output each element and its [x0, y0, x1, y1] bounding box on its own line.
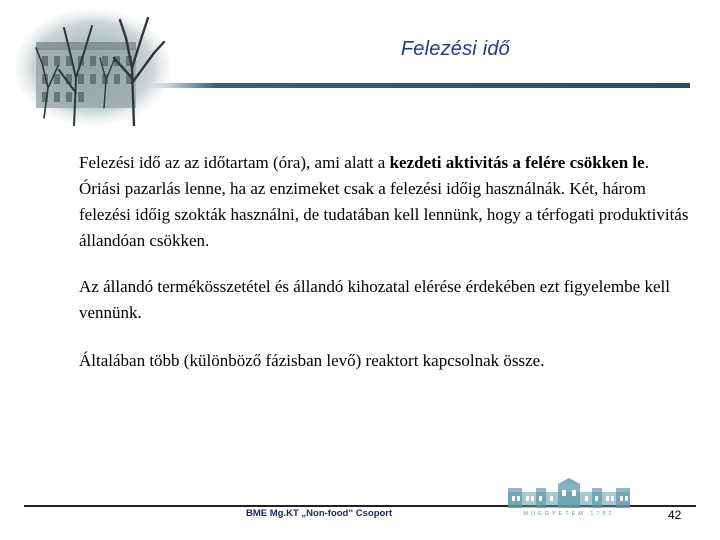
paragraph-1-bold-phrase: kezdeti aktivitás a felére csökken le [389, 153, 645, 172]
paragraph-1-continuation: . Óriási pazarlás lenne, ha az enzimeket csak a felezési időig használnák. Két, három felezési időig szokták használni, de tudatában kell lennünk, hogy a térfogati produktivitás állandóan csökken. [79, 153, 689, 250]
paragraph-constant-composition: Az állandó termékösszetétel és állandó kihozatal elérése érdekében ezt figyelembe kell vennünk. [79, 277, 670, 322]
page-number: 42 [668, 508, 682, 522]
university-building-logo [500, 478, 638, 518]
paragraph-1-text: Felezési idő az az időtartam (óra), ami alatt a [79, 153, 390, 172]
paragraph-reactors: Általában több (különböző fázisban levő) reaktort kapcsolnak össze. [79, 351, 545, 370]
building-trees-photo [14, 8, 172, 126]
slide-title: Felezési idő [400, 38, 510, 60]
paragraph-half-life-definition [79, 150, 689, 254]
logo-caption: MŰEGYETEM 1782 [523, 511, 615, 517]
title-divider [150, 83, 690, 88]
slide-body [79, 150, 689, 374]
footer-group-name: BME Mg.KT „Non-food” Csoport [246, 508, 393, 519]
